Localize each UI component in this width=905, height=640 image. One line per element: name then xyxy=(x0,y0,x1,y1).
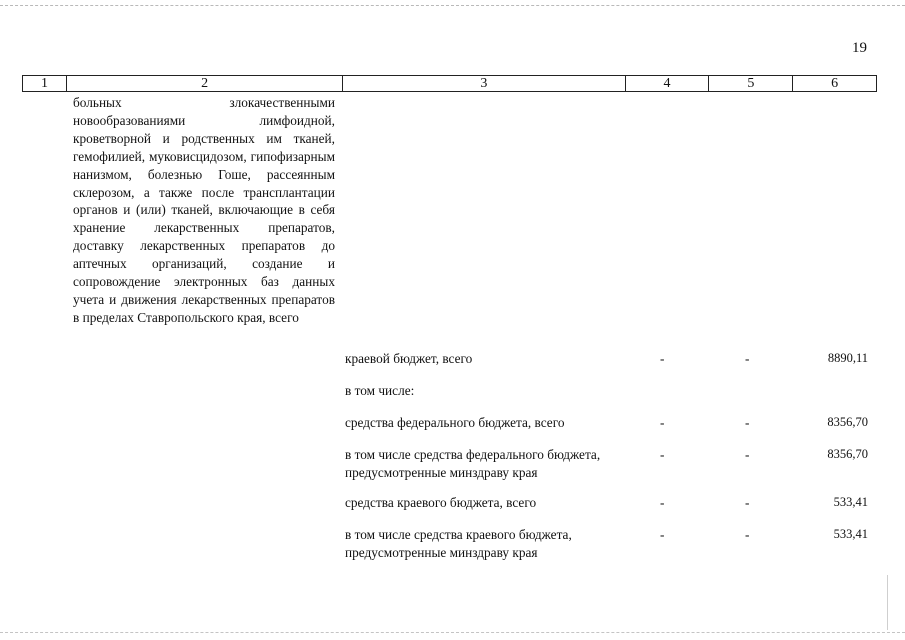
row-col-5: - xyxy=(745,351,750,366)
row-col-4: - xyxy=(660,447,665,462)
row-col-5: - xyxy=(745,447,750,462)
row-col-6: 8356,70 xyxy=(827,415,868,429)
row-col-4: - xyxy=(660,495,665,510)
row-col-4: - xyxy=(660,415,665,430)
row-col-5: - xyxy=(745,415,750,430)
header-col-1: 1 xyxy=(23,76,67,91)
row-label: краевой бюджет, всего xyxy=(345,351,473,366)
row-col-6: 533,41 xyxy=(833,527,868,541)
table-header xyxy=(22,75,877,92)
row-col-6: 8356,70 xyxy=(827,447,868,461)
row-label: в том числе средства федерального бюджета, предусмотренные минздраву края xyxy=(345,447,601,480)
scan-border-top xyxy=(0,5,905,6)
row-label: в том числе: xyxy=(345,383,415,398)
row-label: в том числе средства краевого бюджета, предусмотренные минздраву края xyxy=(345,527,572,560)
header-col-3: 3 xyxy=(343,76,625,91)
header-col-5: 5 xyxy=(709,76,793,91)
row-col-6: 8890,11 xyxy=(827,351,868,365)
scan-border-bottom xyxy=(0,632,905,633)
row-label: средства краевого бюджета, всего xyxy=(345,495,537,510)
header-col-4: 4 xyxy=(626,76,710,91)
header-col-2: 2 xyxy=(67,76,343,91)
page-number: 19 xyxy=(852,40,867,56)
description-text: больных злокачественными новообразованиями лимфоидной, кроветворной и родственных им тканей, гемофилией, муковисцидозом, гипофизарным нанизмом, болезнью Гоше, рассеянным склерозом, а также после трансплантации органов и (или) тканей, включающие в себя хранение лекарственных препаратов, доставку лекарственных препаратов до аптечных организаций, создание и сопровождение электронных баз данных учета и движения лекарственных препаратов в пределах Ставропольского края, всего xyxy=(73,95,335,325)
row-col-6: 533,41 xyxy=(833,495,868,509)
row-label: средства федерального бюджета, всего xyxy=(345,415,565,430)
row-col-5: - xyxy=(745,495,750,510)
row-col-4: - xyxy=(660,527,665,542)
row-col-4: - xyxy=(660,351,665,366)
row-col-5: - xyxy=(745,527,750,542)
header-col-6: 6 xyxy=(831,76,839,91)
scan-border-right xyxy=(887,575,888,630)
